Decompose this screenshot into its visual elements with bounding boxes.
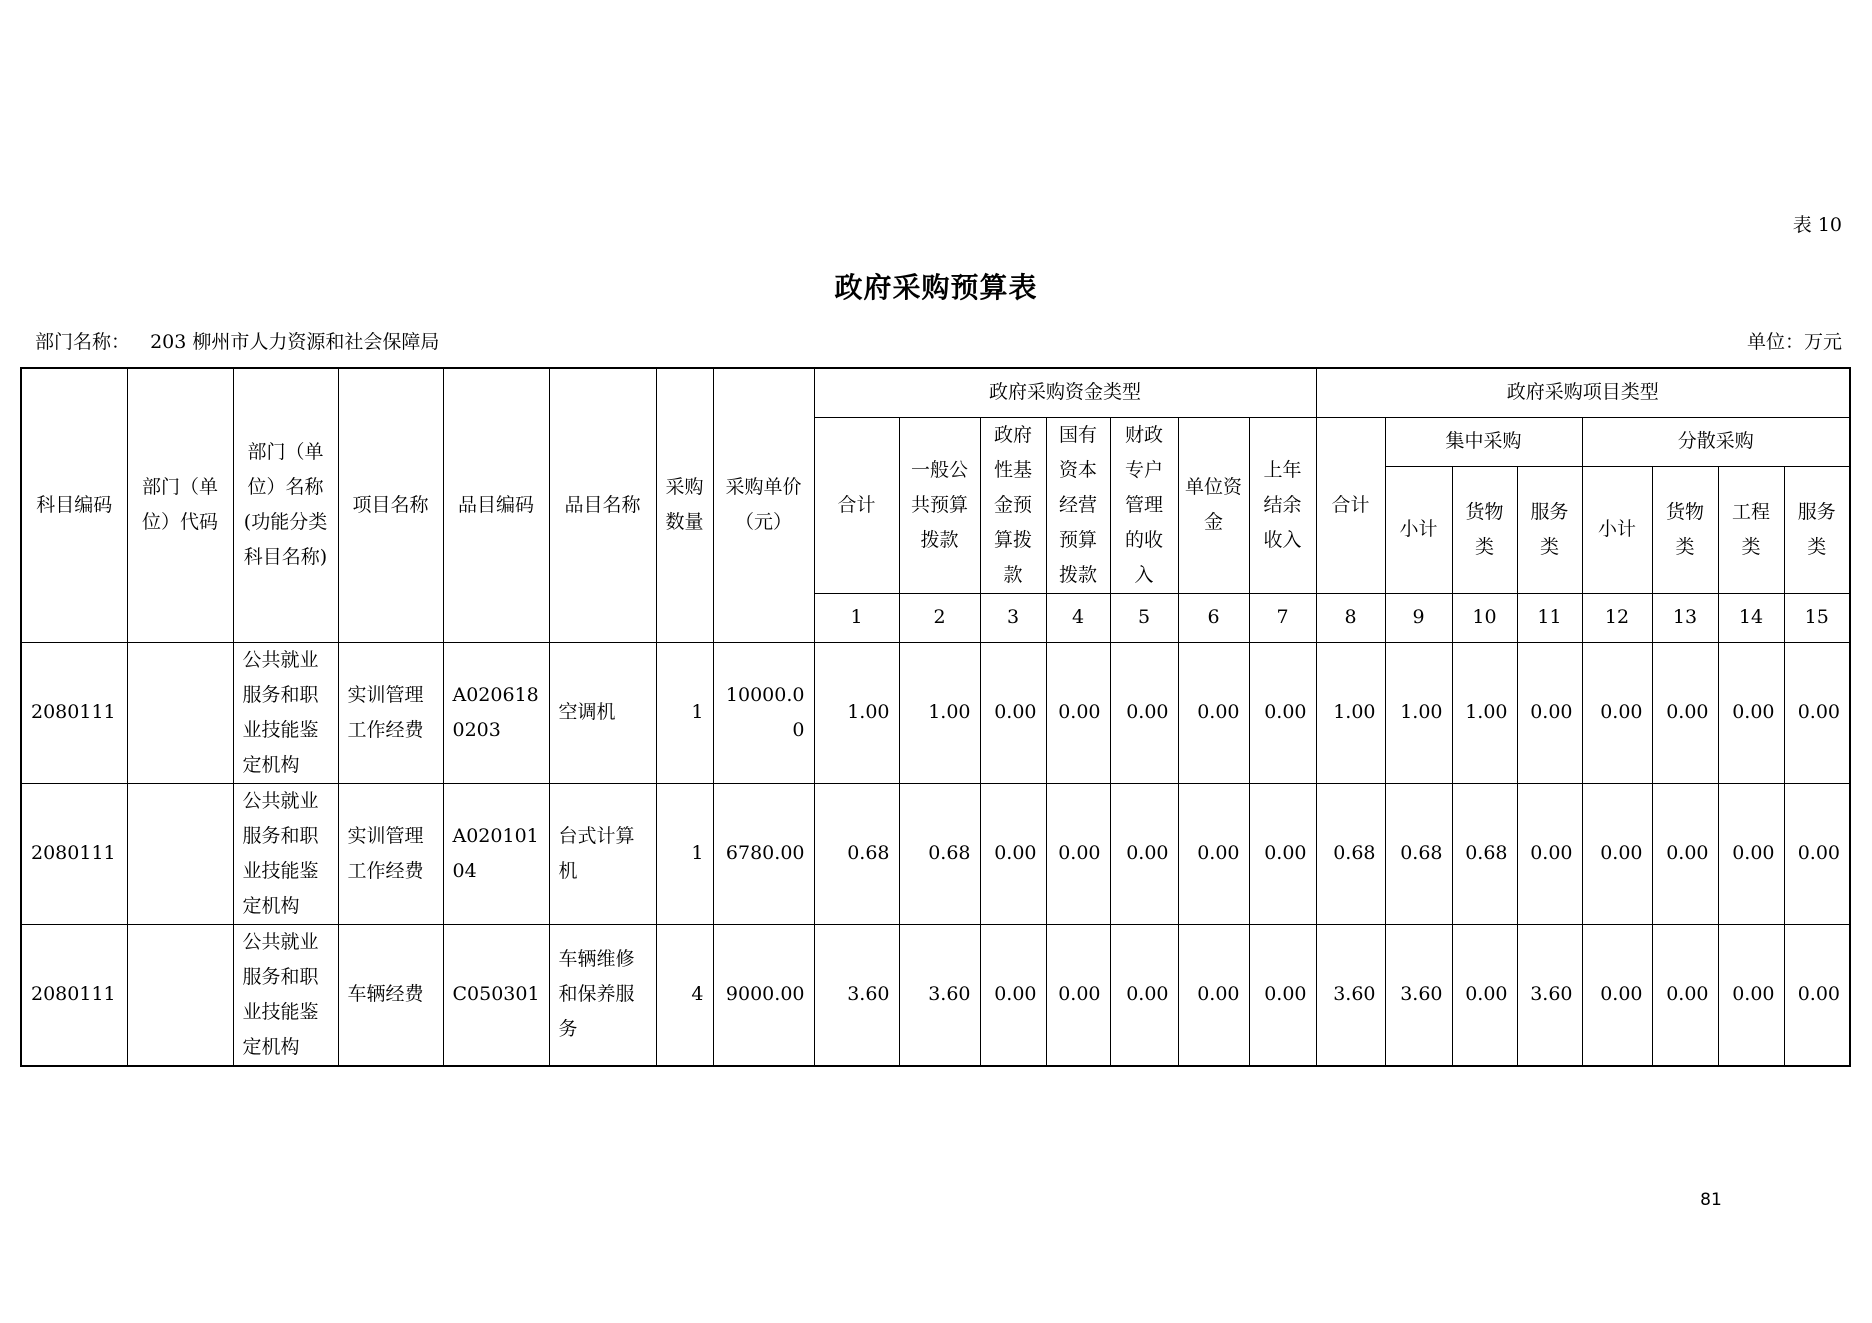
cell-dept-name: 公共就业服务和职业技能鉴定机构 [233, 924, 338, 1066]
index-cell: 8 [1316, 593, 1385, 642]
index-cell: 5 [1110, 593, 1178, 642]
col-c-goods: 货物类 [1452, 467, 1517, 593]
cell-item-name: 车辆维修和保养服务 [549, 924, 656, 1066]
cell-value: 0.00 [980, 924, 1046, 1066]
cell-quantity: 4 [656, 924, 713, 1066]
index-cell: 10 [1452, 593, 1517, 642]
cell-value: 0.00 [1046, 924, 1110, 1066]
index-cell: 4 [1046, 593, 1110, 642]
cell-value: 0.00 [1582, 642, 1652, 783]
cell-value: 1.00 [899, 642, 980, 783]
col-gov-fund: 政府性基金预算拨款 [980, 417, 1046, 593]
col-last-year-balance: 上年结余收入 [1249, 417, 1316, 593]
cell-value: 0.00 [1652, 783, 1718, 924]
cell-value: 0.00 [1718, 642, 1784, 783]
index-cell: 11 [1517, 593, 1582, 642]
group-project-type: 政府采购项目类型 [1316, 368, 1850, 417]
cell-unit-price: 9000.00 [713, 924, 814, 1066]
cell-dept-name: 公共就业服务和职业技能鉴定机构 [233, 642, 338, 783]
cell-value: 0.00 [980, 783, 1046, 924]
cell-dept-code [127, 642, 233, 783]
cell-value: 0.68 [1452, 783, 1517, 924]
cell-value: 0.00 [1046, 783, 1110, 924]
group-fund-type: 政府采购资金类型 [814, 368, 1316, 417]
col-unit-price: 采购单价（元） [713, 368, 814, 642]
department-label: 部门名称： [35, 331, 131, 353]
col-d-services: 服务类 [1784, 467, 1850, 593]
cell-value: 0.00 [1249, 642, 1316, 783]
cell-value: 3.60 [1316, 924, 1385, 1066]
col-d-subtotal: 小计 [1582, 467, 1652, 593]
cell-value: 1.00 [1385, 642, 1452, 783]
cell-unit-price: 6780.00 [713, 783, 814, 924]
col-unit-funds: 单位资金 [1178, 417, 1249, 593]
cell-value: 0.00 [1652, 924, 1718, 1066]
index-cell: 12 [1582, 593, 1652, 642]
col-project-total: 合计 [1316, 417, 1385, 593]
department-line [35, 327, 439, 354]
col-project-name: 项目名称 [338, 368, 443, 642]
col-c-services: 服务类 [1517, 467, 1582, 593]
cell-value: 0.00 [1517, 642, 1582, 783]
table-row [21, 924, 1850, 1066]
cell-value: 1.00 [1452, 642, 1517, 783]
col-item-code: 品目编码 [443, 368, 549, 642]
cell-dept-code [127, 924, 233, 1066]
cell-value: 0.00 [1452, 924, 1517, 1066]
col-dept-code: 部门（单位）代码 [127, 368, 233, 642]
cell-project-name: 车辆经费 [338, 924, 443, 1066]
unit-label: 单位：万元 [1746, 331, 1842, 353]
cell-value: 0.00 [1784, 642, 1850, 783]
index-cell: 13 [1652, 593, 1718, 642]
col-dept-name: 部门（单位）名称(功能分类科目名称) [233, 368, 338, 642]
col-special-account: 财政专户管理的收入 [1110, 417, 1178, 593]
procurement-budget-table [20, 367, 1851, 1067]
cell-value: 0.00 [1249, 924, 1316, 1066]
cell-subject-code: 2080111 [21, 642, 127, 783]
cell-value: 1.00 [814, 642, 899, 783]
cell-item-code: A02010104 [443, 783, 549, 924]
cell-value: 0.68 [814, 783, 899, 924]
index-cell: 6 [1178, 593, 1249, 642]
cell-value: 3.60 [814, 924, 899, 1066]
cell-project-name: 实训管理工作经费 [338, 642, 443, 783]
index-cell: 3 [980, 593, 1046, 642]
col-state-capital: 国有资本经营预算拨款 [1046, 417, 1110, 593]
col-quantity: 采购数量 [656, 368, 713, 642]
table-row [21, 783, 1850, 924]
index-cell: 1 [814, 593, 899, 642]
cell-value: 0.00 [1110, 783, 1178, 924]
cell-value: 0.00 [1178, 642, 1249, 783]
cell-item-code: C050301 [443, 924, 549, 1066]
cell-value: 0.00 [1718, 924, 1784, 1066]
col-item-name: 品目名称 [549, 368, 656, 642]
cell-value: 0.00 [1718, 783, 1784, 924]
cell-subject-code: 2080111 [21, 783, 127, 924]
cell-value: 0.00 [1652, 642, 1718, 783]
col-fund-total: 合计 [814, 417, 899, 593]
table-number: 表 10 [1792, 214, 1842, 236]
cell-value: 0.00 [1517, 783, 1582, 924]
cell-value: 0.00 [980, 642, 1046, 783]
cell-value: 0.68 [1316, 783, 1385, 924]
col-d-works: 工程类 [1718, 467, 1784, 593]
cell-value: 0.68 [899, 783, 980, 924]
col-c-subtotal: 小计 [1385, 467, 1452, 593]
cell-value: 0.00 [1110, 924, 1178, 1066]
cell-value: 0.00 [1582, 783, 1652, 924]
cell-dept-name: 公共就业服务和职业技能鉴定机构 [233, 783, 338, 924]
cell-value: 0.00 [1582, 924, 1652, 1066]
cell-subject-code: 2080111 [21, 924, 127, 1066]
department-value: 203 柳州市人力资源和社会保障局 [150, 331, 440, 353]
cell-dept-code [127, 783, 233, 924]
page-title: 政府采购预算表 [834, 271, 1038, 304]
cell-value: 0.00 [1784, 783, 1850, 924]
cell-quantity: 1 [656, 642, 713, 783]
cell-value: 0.00 [1046, 642, 1110, 783]
page-number: 81 [1700, 1190, 1722, 1210]
table-row [21, 642, 1850, 783]
index-cell: 2 [899, 593, 980, 642]
cell-value: 0.68 [1385, 783, 1452, 924]
col-general-budget: 一般公共预算拨款 [899, 417, 980, 593]
index-cell: 15 [1784, 593, 1850, 642]
col-d-goods: 货物类 [1652, 467, 1718, 593]
cell-value: 0.00 [1110, 642, 1178, 783]
cell-value: 3.60 [1517, 924, 1582, 1066]
cell-value: 1.00 [1316, 642, 1385, 783]
cell-value: 3.60 [899, 924, 980, 1066]
cell-value: 3.60 [1385, 924, 1452, 1066]
index-cell: 7 [1249, 593, 1316, 642]
group-centralized: 集中采购 [1385, 417, 1582, 467]
cell-item-code: A0206180203 [443, 642, 549, 783]
index-cell: 9 [1385, 593, 1452, 642]
col-subject-code: 科目编码 [21, 368, 127, 642]
cell-item-name: 空调机 [549, 642, 656, 783]
cell-item-name: 台式计算机 [549, 783, 656, 924]
cell-value: 0.00 [1784, 924, 1850, 1066]
cell-quantity: 1 [656, 783, 713, 924]
cell-unit-price: 10000.00 [713, 642, 814, 783]
cell-value: 0.00 [1178, 783, 1249, 924]
group-decentralized: 分散采购 [1582, 417, 1850, 467]
cell-value: 0.00 [1249, 783, 1316, 924]
index-cell: 14 [1718, 593, 1784, 642]
cell-project-name: 实训管理工作经费 [338, 783, 443, 924]
cell-value: 0.00 [1178, 924, 1249, 1066]
